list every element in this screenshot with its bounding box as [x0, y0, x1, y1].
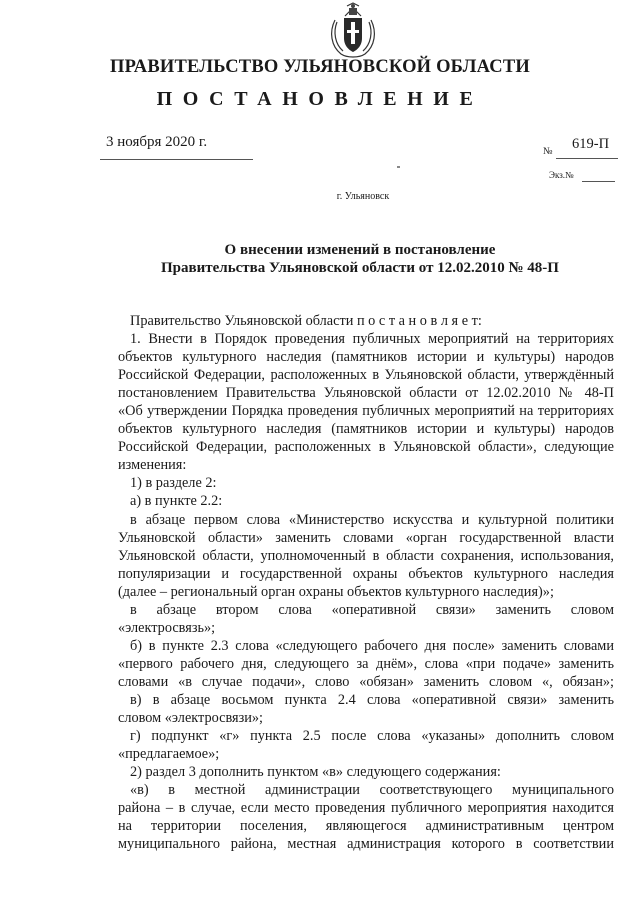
body-line: б) в пункте 2.3 слова «следующего рабочего дня после» заменить словами: [130, 637, 614, 654]
body-line: в абзаце первом слова «Министерство искусства и культурной политики: [130, 511, 614, 528]
body-line: Ульяновской области» заменить словами «орган государственной власти: [118, 529, 614, 546]
body-line: г) подпункт «г» пункта 2.5 после слова «указаны» дополнить словом: [130, 728, 614, 745]
body-line: объектов культурного наследия (памятников истории и культуры) народов: [118, 421, 614, 438]
body-line: словом «электросвязи»;: [118, 710, 264, 727]
document-body: [118, 312, 614, 853]
body-line: а) в пункте 2.2:: [130, 493, 223, 510]
body-line: объектов культурного наследия (памятников истории и культуры) народов: [118, 349, 614, 366]
body-line: 1) в разделе 2:: [130, 475, 217, 492]
copy-number-underline: [582, 181, 615, 182]
number-underline: [556, 158, 618, 159]
document-date: 3 ноября 2020 г.: [106, 134, 208, 150]
document-number: 619-П: [572, 136, 610, 152]
subject-line: О внесении изменений в постановление: [224, 242, 496, 258]
scan-speck: [397, 166, 400, 168]
date-underline: [100, 159, 253, 160]
body-line: муниципального района, местная администрация которого в соответствии: [118, 836, 614, 853]
body-line: словами «в случае подачи», слово «обязан» заменить словом «, обязан»;: [118, 673, 614, 690]
number-sign: №: [543, 146, 553, 157]
document-subject: [100, 241, 620, 277]
body-line: Ульяновской области, уполномоченный в области сохранения, использования,: [118, 547, 614, 564]
document-type: ПОСТАНОВЛЕНИЕ: [156, 88, 484, 110]
body-line: в абзаце втором слова «оперативной связи» заменить словом: [130, 601, 614, 618]
subject-line: Правительства Ульяновской области от 12.02.2010 № 48-П: [161, 260, 559, 276]
body-line: Российской Федерации, расположенных в Ульяновской области», следующие: [118, 439, 614, 456]
body-line: «в) в местной администрации соответствующего муниципального: [130, 782, 614, 799]
body-line: «Об утверждении Порядка проведения публичных мероприятий на территориях: [118, 403, 614, 420]
body-line: постановлением Правительства Ульяновской области от 12.02.2010 № 48-П: [118, 385, 614, 402]
body-line: в) в абзаце восьмом пункта 2.4 слова «оперативной связи» заменить: [130, 691, 614, 708]
copy-number-label: Экз.№: [549, 170, 574, 180]
body-line: популяризации и государственной охраны объектов культурного наследия: [118, 565, 614, 582]
body-line: 1. Внести в Порядок проведения публичных мероприятий на территориях: [130, 331, 614, 348]
body-line: 2) раздел 3 дополнить пунктом «в» следующего содержания:: [130, 764, 501, 781]
body-line: Российской Федерации, расположенных в Ульяновской области, утверждённый: [118, 367, 614, 384]
body-line: «электросвязь»;: [118, 619, 216, 636]
coat-of-arms-emblem: [327, 2, 379, 60]
body-line: района – в случае, если место проведения публичного мероприятия находится: [118, 800, 614, 817]
body-line: Правительство Ульяновской области п о с т а н о в л я е т:: [130, 313, 482, 329]
city-name: г. Ульяновск: [336, 191, 390, 202]
body-line: (далее – региональный орган охраны объектов культурного наследия)»;: [118, 583, 554, 600]
government-title: ПРАВИТЕЛЬСТВО УЛЬЯНОВСКОЙ ОБЛАСТИ: [110, 57, 530, 77]
body-line: на территории поселения, являющегося административным центром: [118, 818, 614, 835]
body-line: «первого рабочего дня, следующего за днём», слова «при подаче» заменить: [118, 655, 614, 672]
body-line: «предлагаемое»;: [118, 746, 220, 763]
body-line: изменения:: [118, 457, 187, 474]
